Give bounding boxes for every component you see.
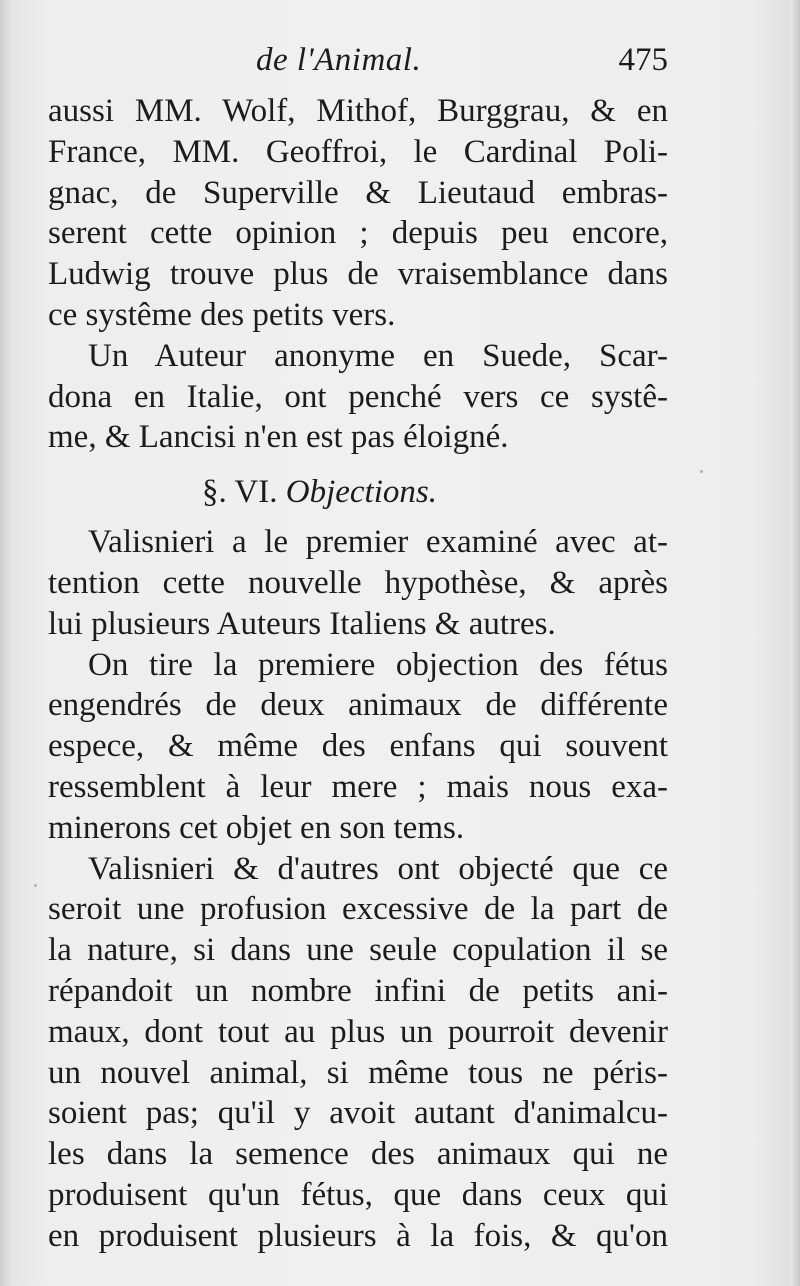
text-line: engendrés de deux animaux de différente <box>48 687 668 724</box>
text-line: soient pas; qu'il y avoit autant d'animalcu- <box>48 1095 668 1132</box>
text-line: Valisnieri & d'autres ont objecté que ce <box>88 850 668 887</box>
text-line: tention cette nouvelle hypothèse, & après <box>48 564 668 601</box>
text-line: ce systême des petits vers. <box>48 296 396 333</box>
text-line: répandoit un nombre infini de petits ani- <box>48 972 668 1009</box>
section-number: §. VI. <box>202 474 278 511</box>
text-line: Ludwig trouve plus de vraisemblance dans <box>48 256 668 293</box>
paper-speck <box>700 470 703 473</box>
section-title: Objections. <box>285 474 437 511</box>
text-line: un nouvel animal, si même tous ne péris- <box>48 1054 668 1091</box>
text-line: espece, & même des enfans qui souvent <box>48 728 668 765</box>
text-line: Un Auteur anonyme en Suede, Scar- <box>88 337 668 374</box>
paper-speck <box>34 884 37 887</box>
text-line: me, & Lancisi n'en est pas éloigné. <box>48 419 509 456</box>
text-line: On tire la premiere objection des fétus <box>88 646 668 683</box>
running-title: de l'Animal. <box>256 42 422 78</box>
text-line: la nature, si dans une seule copulation il se <box>48 932 668 969</box>
text-line: ressemblent à leur mere ; mais nous exa- <box>48 768 668 805</box>
text-line: gnac, de Superville & Lieutaud embras- <box>48 174 668 211</box>
text-line: produisent qu'un fétus, que dans ceux qui <box>48 1176 668 1213</box>
page-right-edge <box>790 0 800 1286</box>
page-left-edge <box>0 0 12 1286</box>
text-line: seroit une profusion excessive de la part de <box>48 891 668 928</box>
page-number: 475 <box>618 42 668 78</box>
text-line: maux, dont tout au plus un pourroit devenir <box>48 1013 668 1050</box>
text-line: les dans la semence des animaux qui ne <box>48 1136 668 1173</box>
text-line: France, MM. Geoffroi, le Cardinal Poli- <box>48 133 668 170</box>
paragraph <box>48 522 668 644</box>
section-heading <box>48 464 668 520</box>
paragraph <box>48 91 668 336</box>
text-line: serent cette opinion ; depuis peu encore, <box>48 215 668 252</box>
text-line: en produisent plusieurs à la fois, & qu'on <box>48 1217 668 1254</box>
text-line: minerons cet objet en son tems. <box>48 809 465 846</box>
paragraph <box>48 849 668 1257</box>
paragraph <box>48 336 668 458</box>
body-text <box>48 91 668 1257</box>
text-line: aussi MM. Wolf, Mithof, Burggrau, & en <box>48 93 668 129</box>
text-line: Valisnieri a le premier examiné avec at- <box>88 524 668 561</box>
paragraph <box>48 645 668 849</box>
running-head <box>48 40 668 90</box>
text-line: dona en Italie, ont penché vers ce systê- <box>48 378 668 415</box>
text-line: lui plusieurs Auteurs Italiens & autres. <box>48 605 556 642</box>
